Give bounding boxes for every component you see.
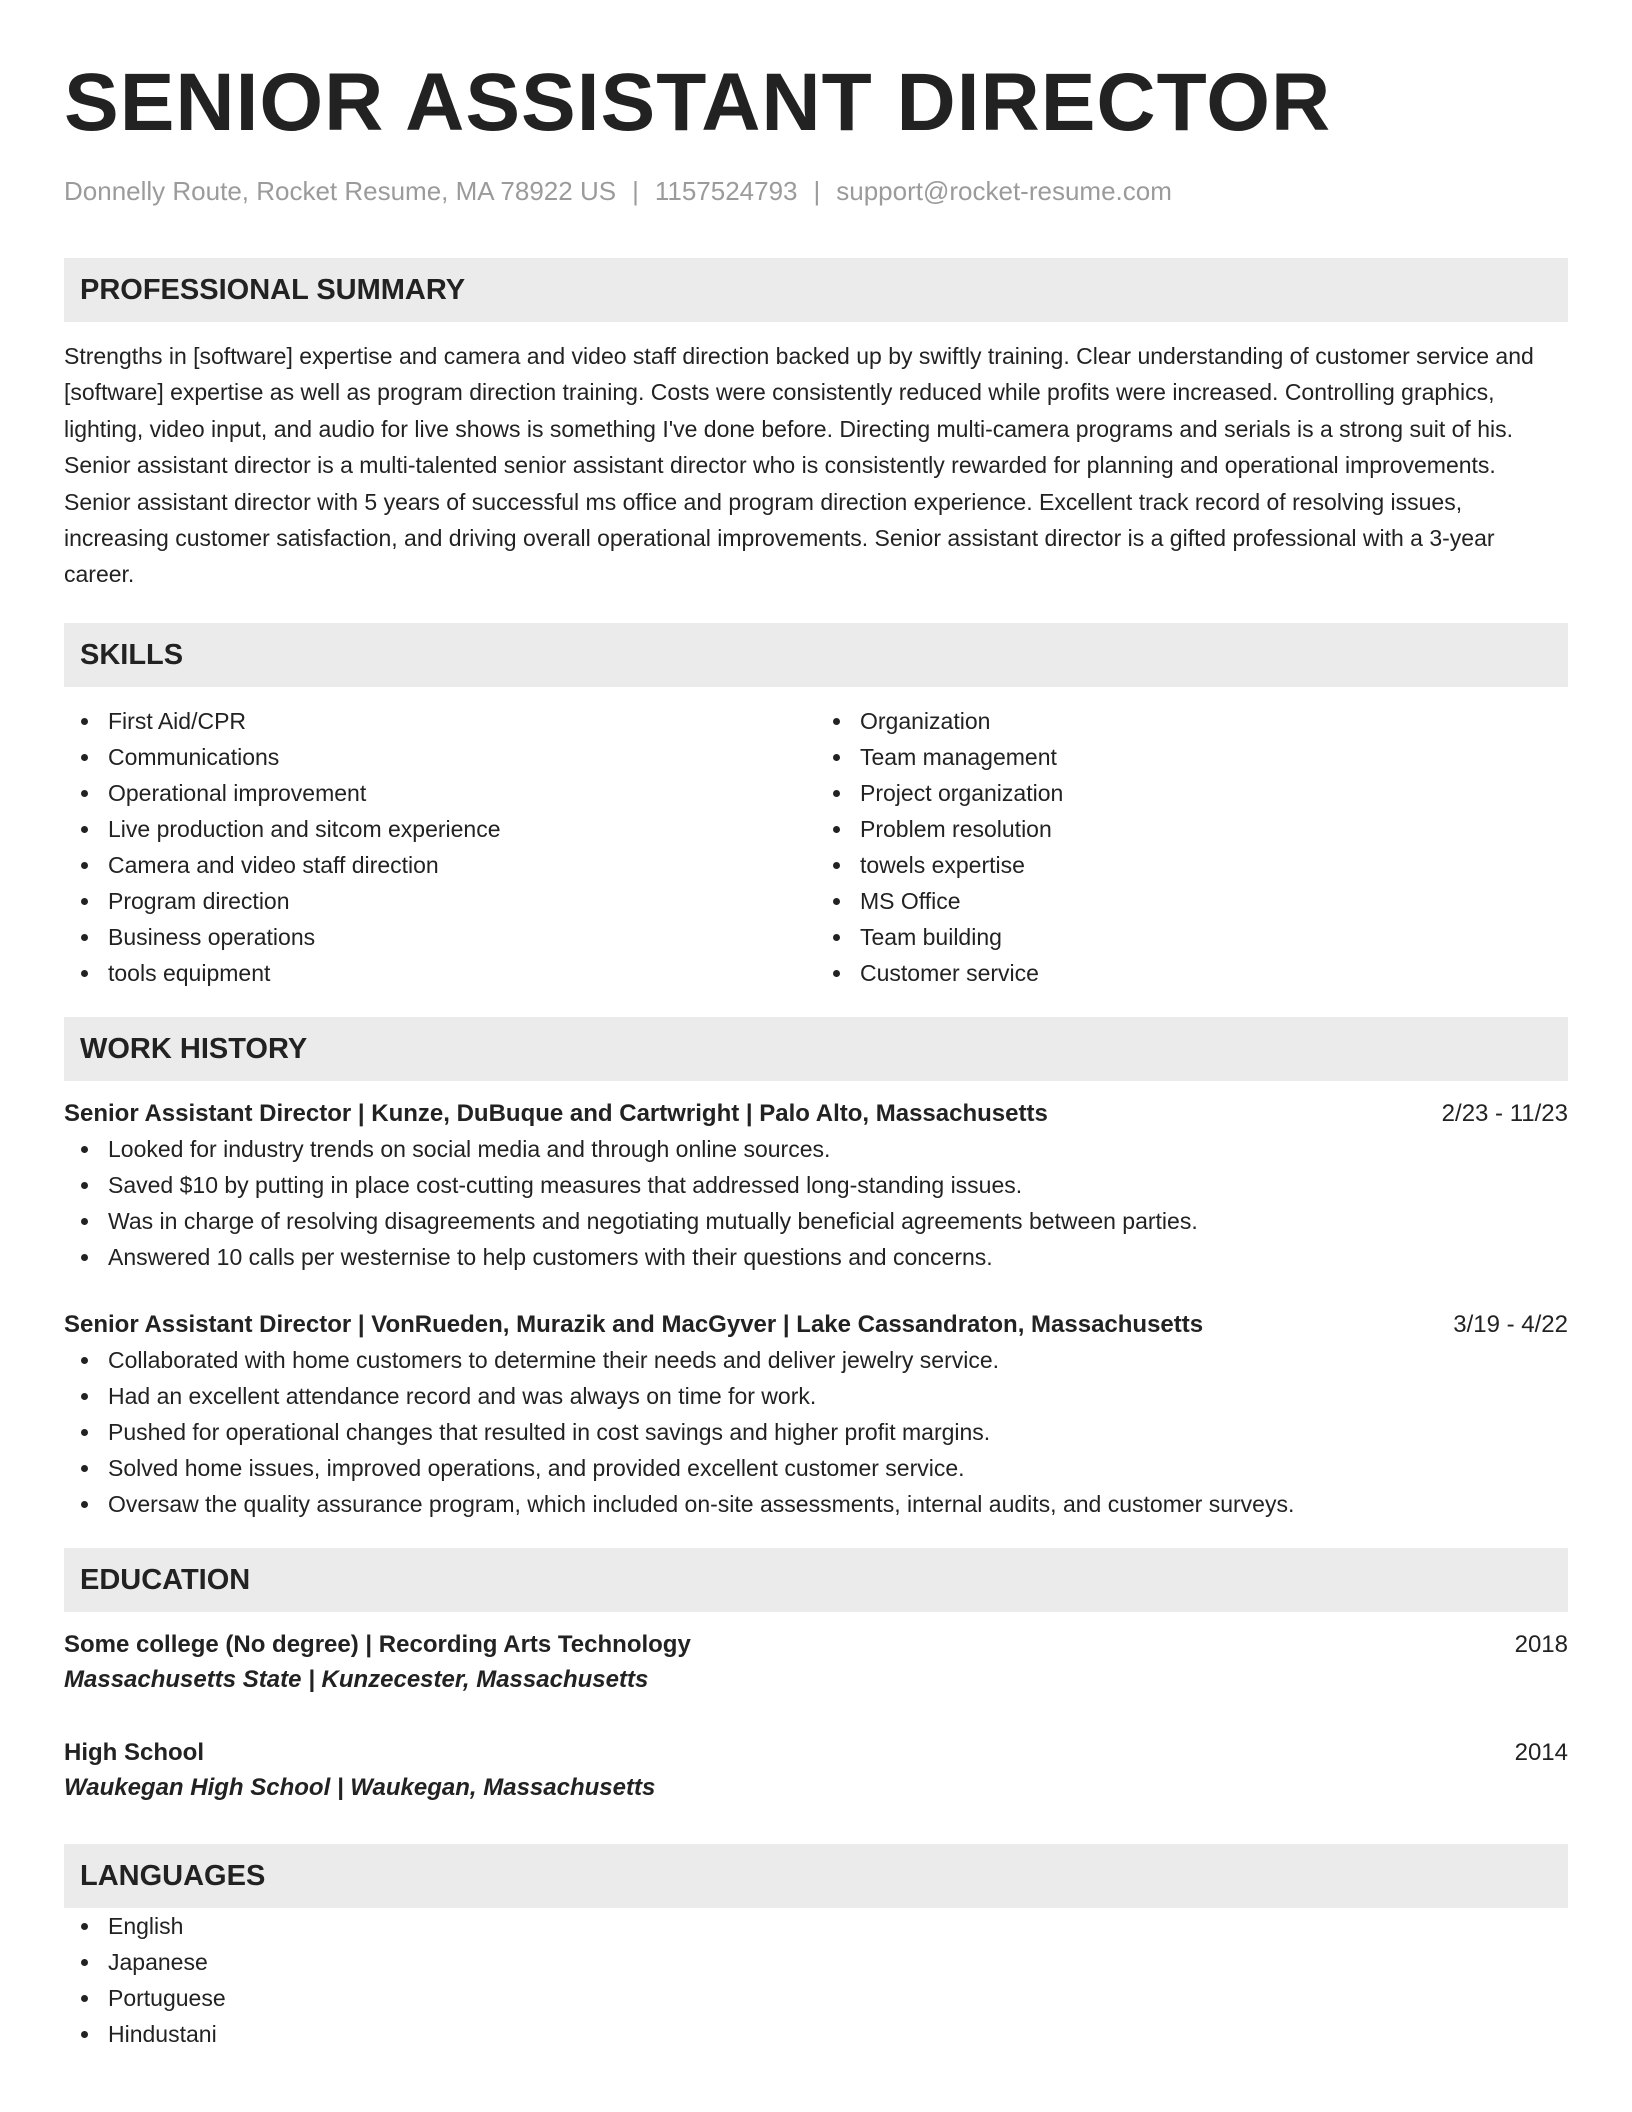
job-dates: 3/19 - 4/22 (1453, 1310, 1568, 1338)
job-title: Senior Assistant Director | VonRueden, Murazik and MacGyver | Lake Cassandraton, Massachusetts (64, 1310, 1204, 1338)
education-year: 2018 (1514, 1630, 1568, 1658)
job-bullet: Oversaw the quality assurance program, which included on-site assessments, internal audits, and customer surveys. (108, 1486, 1568, 1522)
skills-column-right (816, 703, 1568, 991)
skill-item: towels expertise (860, 847, 1568, 883)
resume-name: SENIOR ASSISTANT DIRECTOR (64, 57, 1332, 148)
skill-item: Communications (108, 739, 816, 775)
education-school: Waukegan High School | Waukegan, Massachusetts (64, 1773, 656, 1801)
contact-address: Donnelly Route, Rocket Resume, MA 78922 US (64, 176, 617, 206)
skill-item: Operational improvement (108, 775, 816, 811)
job-bullet: Was in charge of resolving disagreements and negotiating mutually beneficial agreements between parties. (108, 1203, 1568, 1239)
language-item: English (108, 1908, 1568, 1944)
section-heading-work-history: WORK HISTORY (64, 1017, 1568, 1081)
skill-item: MS Office (860, 883, 1568, 919)
language-item: Portuguese (108, 1980, 1568, 2016)
job-bullet: Collaborated with home customers to determine their needs and deliver jewelry service. (108, 1342, 1568, 1378)
skill-item: Team management (860, 739, 1568, 775)
section-heading-languages: LANGUAGES (64, 1844, 1568, 1908)
section-heading-education: EDUCATION (64, 1548, 1568, 1612)
job-bullets (64, 1342, 1568, 1522)
education-title: High School (64, 1738, 204, 1766)
education-school: Massachusetts State | Kunzecester, Massachusetts (64, 1665, 649, 1693)
job-bullet: Solved home issues, improved operations, and provided excellent customer service. (108, 1450, 1568, 1486)
education-header (64, 1628, 1568, 1662)
job-header (64, 1308, 1568, 1342)
language-list (64, 1908, 1568, 2052)
skills-grid (64, 703, 1568, 991)
skill-item: Team building (860, 919, 1568, 955)
contact-line (64, 174, 1568, 208)
contact-phone: 1157524793 (654, 176, 798, 206)
skill-item: tools equipment (108, 955, 816, 991)
summary-text: Strengths in [software] expertise and camera and video staff direction backed up by swiftly training. Clear understanding of customer service and [software] expertise as well as program direction training. Costs were consistently reduced while profits were increased. Controlling graphics, lighting, video input, and audio for live shows is something I've done before. Directing multi-camera programs and serials is a strong suit of his. Senior assistant director is a multi-talented senior assistant director who is consistently rewarded for planning and operational improvements. Senior assistant director with 5 years of successful ms office and program direction experience. Excellent track record of resolving issues, increasing customer satisfaction, and driving overall operational improvements. Senior assistant director is a gifted professional with a 3-year career. (64, 343, 1534, 588)
job-bullet: Pushed for operational changes that resulted in cost savings and higher profit margins. (108, 1414, 1568, 1450)
skill-item: Organization (860, 703, 1568, 739)
job-bullet: Looked for industry trends on social media and through online sources. (108, 1131, 1568, 1167)
job-bullet: Answered 10 calls per westernise to help customers with their questions and concerns. (108, 1239, 1568, 1275)
skill-item: Business operations (108, 919, 816, 955)
job-header (64, 1097, 1568, 1131)
skill-item: Program direction (108, 883, 816, 919)
job-title: Senior Assistant Director | Kunze, DuBuque and Cartwright | Palo Alto, Massachusetts (64, 1099, 1048, 1127)
job-dates: 2/23 - 11/23 (1441, 1099, 1568, 1127)
contact-separator: | (813, 176, 821, 206)
skill-item: Live production and sitcom experience (108, 811, 816, 847)
language-item: Hindustani (108, 2016, 1568, 2052)
skill-item: Project organization (860, 775, 1568, 811)
language-item: Japanese (108, 1944, 1568, 1980)
job-bullets (64, 1131, 1568, 1275)
skill-item: Problem resolution (860, 811, 1568, 847)
contact-separator: | (632, 176, 639, 206)
contact-email: support@rocket-resume.com (836, 176, 1172, 206)
skills-column-left (64, 703, 816, 991)
job-bullet: Saved $10 by putting in place cost-cutting measures that addressed long-standing issues. (108, 1167, 1568, 1203)
job-bullet: Had an excellent attendance record and was always on time for work. (108, 1378, 1568, 1414)
resume-page (64, 0, 1568, 2052)
section-heading-skills: SKILLS (64, 623, 1568, 687)
skill-item: Camera and video staff direction (108, 847, 816, 883)
education-title: Some college (No degree) | Recording Arts Technology (64, 1630, 691, 1658)
education-year: 2014 (1514, 1738, 1568, 1766)
section-heading-summary: PROFESSIONAL SUMMARY (64, 258, 1568, 322)
education-header (64, 1736, 1568, 1770)
skill-item: Customer service (860, 955, 1568, 991)
skill-item: First Aid/CPR (108, 703, 816, 739)
